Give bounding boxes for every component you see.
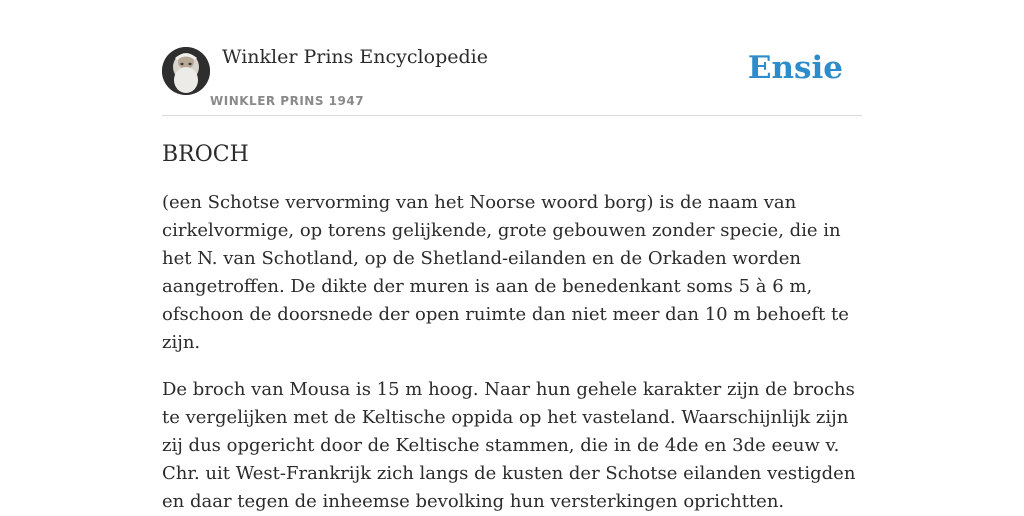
source-title[interactable]: Winkler Prins Encyclopedie [222,46,488,68]
article-paragraph: De broch van Mousa is 15 m hoog. Naar hun gehele karakter zijn de brochs te vergelijken met de Keltische oppida op het vasteland. Waarschijnlijk zijn zij dus opgericht door de Keltische stammen, die in de 4de en 3de eeuw v. Chr. uit West-Frankrijk zich langs de kusten der Schotse eilanden vestigden en daar tegen de inheemse bevolking hun versterkingen oprichtten. [162,379,856,512]
article [162,142,862,516]
article-headword: BROCH [162,142,249,167]
bearded-man-portrait-icon[interactable] [162,47,210,95]
source-subtitle[interactable]: WINKLER PRINS 1947 [210,94,365,108]
page-container [162,0,862,516]
article-paragraph: (een Schotse vervorming van het Noorse woord borg) is de naam van cirkelvormige, op torens gelijkende, grote gebouwen zonder specie, die in het N. van Schotland, op de Shetland-eilanden en de Orkaden worden aangetroffen. De dikte der muren is aan de benedenkant soms 5 à 6 m, ofschoon de doorsnede der open ruimte dan niet meer dan 10 m behoeft te zijn. [162,192,849,353]
brand-logo[interactable]: Ensie [747,50,843,86]
source-header [162,0,862,116]
